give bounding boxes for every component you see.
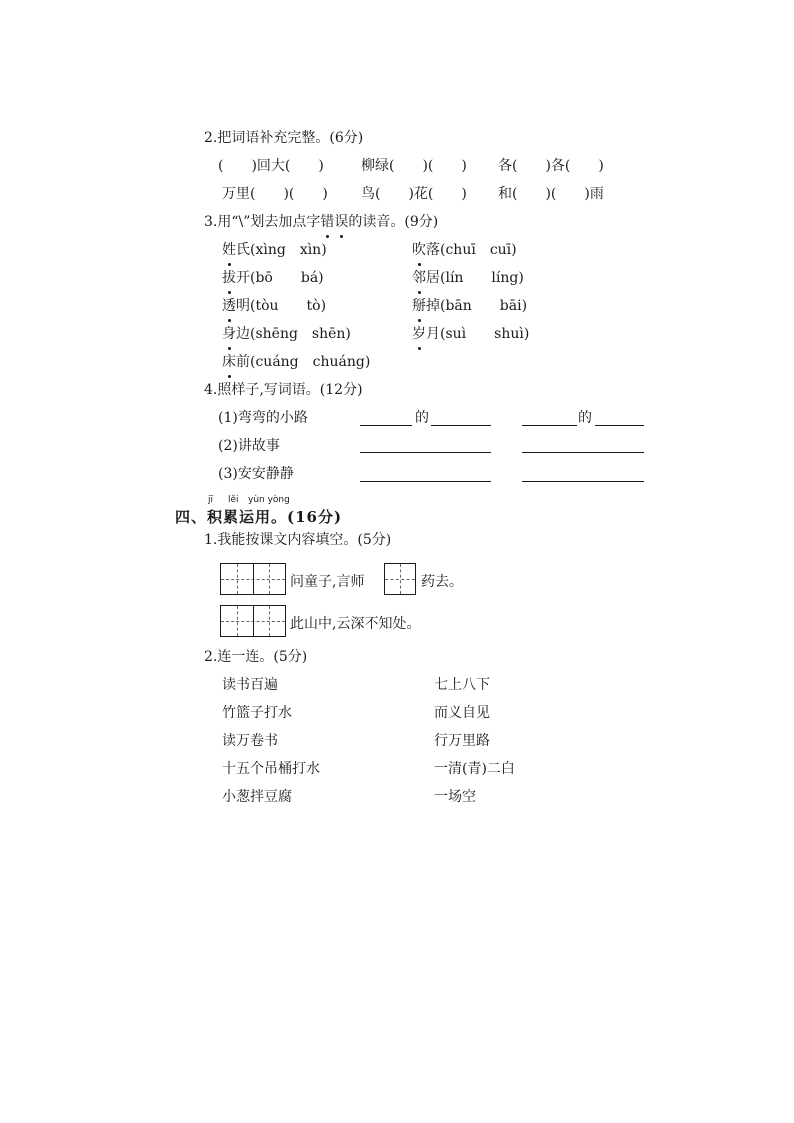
q3-title-dotted-char: 错 [320, 211, 334, 231]
question-2-title: 2.把词语补充完整。(6分) [204, 130, 364, 146]
answer-blank[interactable] [431, 425, 491, 426]
answer-blank[interactable] [522, 481, 644, 482]
fill-blank-item: 鸟( )花( ) [361, 186, 467, 202]
pinyin-annotation: lěi [228, 495, 239, 505]
pinyin-choice-item: 拔 开(bō bá) [222, 267, 324, 287]
poem-text: 药去。 [421, 574, 463, 590]
answer-blank[interactable] [595, 425, 644, 426]
answer-blank[interactable] [360, 452, 491, 453]
de-char: 的 [578, 410, 592, 426]
match-left-item[interactable]: 读书百遍 [222, 677, 278, 693]
fill-blank-item: ( )回大( ) [218, 158, 324, 174]
match-right-item[interactable]: 一场空 [434, 789, 476, 805]
match-right-item[interactable]: 而义自见 [434, 705, 490, 721]
answer-blank[interactable] [360, 481, 491, 482]
question-3-title [204, 211, 438, 231]
fill-blank-item: 万里( )( ) [222, 186, 328, 202]
match-left-item[interactable]: 读万卷书 [222, 733, 278, 749]
match-left-item[interactable]: 小葱拌豆腐 [222, 789, 292, 805]
question-4-title: 4.照样子,写词语。(12分) [204, 382, 363, 398]
pinyin-choice-item: 透 明(tòu tò) [222, 295, 326, 315]
q3-title-pre: 3.用“\”划去加点字 [204, 214, 321, 230]
answer-blank[interactable] [522, 425, 577, 426]
poem-text: 问童子,言师 [290, 574, 365, 590]
pinyin-choice-item: 掰 掉(bān bāi) [412, 295, 527, 315]
pinyin-choice-item: 床 前(cuáng chuáng) [222, 351, 370, 371]
match-right-item[interactable]: 一清(青)二白 [434, 761, 515, 777]
question-1-title: 1.我能按课文内容填空。(5分) [204, 532, 392, 548]
match-right-item[interactable]: 七上八下 [434, 677, 490, 693]
example-word: (1)弯弯的小路 [218, 410, 308, 426]
character-grid-box[interactable] [220, 605, 286, 637]
match-left-item[interactable]: 竹篮子打水 [222, 705, 292, 721]
match-left-item[interactable]: 十五个吊桶打水 [222, 761, 320, 777]
pinyin-annotation: jī [208, 495, 214, 505]
pinyin-choice-item: 姓 氏(xìng xìn) [222, 239, 327, 259]
pinyin-choice-item: 身 边(shēng shēn) [222, 323, 351, 343]
match-right-item[interactable]: 行万里路 [434, 733, 490, 749]
fill-blank-item: 柳绿( )( ) [361, 158, 467, 174]
pinyin-annotation: yùn yòng [248, 495, 290, 505]
fill-blank-item: 各( )各( ) [498, 158, 604, 174]
section-4-title: 四、积累运用。(16分) [175, 508, 343, 526]
fill-blank-item: 和( )( )雨 [498, 186, 604, 202]
character-grid-box[interactable] [384, 563, 416, 595]
example-word: (3)安安静静 [218, 466, 294, 482]
answer-blank[interactable] [522, 452, 644, 453]
character-grid-box[interactable] [220, 563, 286, 595]
question-matching-title: 2.连一连。(5分) [204, 649, 308, 665]
q3-title-dotted-char: 误 [334, 211, 348, 231]
pinyin-choice-item: 岁 月(suì shuì) [412, 323, 529, 343]
pinyin-choice-item: 吹 落(chuī cuī) [412, 239, 517, 259]
poem-text: 此山中,云深不知处。 [290, 616, 421, 632]
pinyin-choice-item: 邻 居(lín líng) [412, 267, 524, 287]
q3-title-post: 的读音。(9分) [348, 214, 439, 230]
de-char: 的 [415, 410, 429, 426]
example-word: (2)讲故事 [218, 438, 280, 454]
answer-blank[interactable] [360, 425, 412, 426]
